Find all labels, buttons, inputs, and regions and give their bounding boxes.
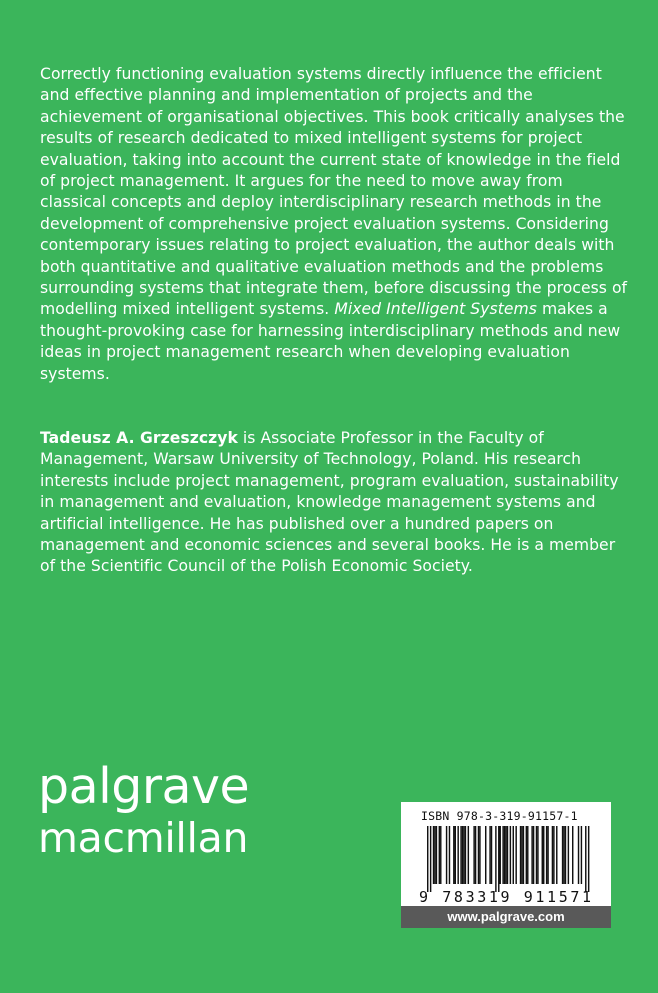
barcode-bar bbox=[546, 826, 547, 884]
barcode-bar bbox=[502, 826, 503, 884]
barcode-bar bbox=[588, 826, 589, 892]
barcode-bar bbox=[507, 826, 508, 884]
barcode-bar bbox=[468, 826, 469, 884]
barcode-bar bbox=[465, 826, 466, 884]
barcode-bar bbox=[515, 826, 516, 884]
barcode-bar bbox=[537, 826, 538, 884]
barcode-bar bbox=[543, 826, 544, 884]
barcode-bar bbox=[457, 826, 458, 884]
barcode-bar bbox=[498, 826, 499, 892]
barcode-bar bbox=[500, 826, 501, 884]
barcode-bar bbox=[520, 826, 521, 884]
barcode-bar bbox=[526, 826, 527, 884]
author-paragraph bbox=[40, 428, 632, 578]
barcode-bar bbox=[531, 826, 532, 884]
barcode-bar bbox=[527, 826, 528, 884]
isbn-label: ISBN 978-3-319-91157-1 bbox=[421, 809, 578, 823]
barcode-bar bbox=[578, 826, 579, 884]
barcode-bar bbox=[430, 826, 431, 892]
logo-macmillan: macmillan bbox=[38, 814, 249, 862]
barcode-bar bbox=[478, 826, 479, 884]
barcode-bar bbox=[449, 826, 450, 884]
barcode-bar bbox=[585, 826, 586, 892]
barcode-bar bbox=[533, 826, 534, 884]
barcode-bar bbox=[439, 826, 440, 884]
barcode-bar bbox=[491, 826, 492, 884]
barcode-bar bbox=[513, 826, 514, 884]
author-bio bbox=[40, 428, 632, 578]
barcode-bar bbox=[489, 826, 490, 884]
barcode-bar bbox=[463, 826, 464, 884]
book-description bbox=[40, 64, 632, 385]
barcode-bar bbox=[523, 826, 524, 884]
description-paragraph bbox=[40, 64, 632, 385]
barcode-bar bbox=[510, 826, 511, 884]
barcode-bar bbox=[433, 826, 434, 884]
barcode-bar bbox=[565, 826, 566, 884]
barcode-bar bbox=[563, 826, 564, 884]
barcode-bar bbox=[521, 826, 522, 884]
barcode-icon bbox=[415, 826, 597, 904]
barcode-bar bbox=[440, 826, 441, 884]
description-text-end: makes a thought-provoking case for harnessing interdisciplinary methods and new ideas in project management research when developing evaluation systems. bbox=[40, 300, 621, 383]
barcode-bar bbox=[572, 826, 573, 884]
barcode-bar bbox=[434, 826, 435, 884]
barcode-bar bbox=[562, 826, 563, 884]
description-text: Correctly functioning evaluation systems directly influence the efficient and effective planning and implementation of projects and the achievement of organisational objectives. This book critically analyses the results of research dedicated to mixed intelligent systems for project evaluation, taking into account the current state of knowledge in the field of project management. It argues for the need to move away from classical concepts and deploy interdisciplinary research methods in the development of comprehensive project evaluation systems. Considering contemporary issues relating to project evaluation, the author deals with both quantitative and qualitative evaluation methods and the problems surrounding systems that integrate them, before discussing the process of modelling mixed intelligent systems. bbox=[40, 65, 628, 319]
barcode-bar bbox=[553, 826, 554, 884]
barcode-bar bbox=[504, 826, 505, 884]
barcode-bar bbox=[446, 826, 447, 884]
book-title-italic: Mixed Intelligent Systems bbox=[334, 300, 537, 319]
barcode-bar bbox=[495, 826, 496, 892]
publisher-logo bbox=[38, 758, 250, 862]
author-bio-text: is Associate Professor in the Faculty of Management, Warsaw University of Technology, Poland. His research interests include project management, program evaluation, sustainability in management and evaluation, knowledge management systems and artificial intelligence. He has published over a hundred papers on management and economic sciences and several books. He is a member of the Scientific Council of the Polish Economic Society. bbox=[40, 429, 619, 576]
barcode-bar bbox=[455, 826, 456, 884]
barcode-bar bbox=[479, 826, 480, 884]
barcode-bar bbox=[453, 826, 454, 884]
barcode-bar bbox=[542, 826, 543, 884]
publisher-url: www.palgrave.com bbox=[401, 906, 611, 928]
barcode-bar bbox=[581, 826, 582, 884]
barcode-bar bbox=[485, 826, 486, 884]
barcode-panel bbox=[401, 802, 611, 928]
barcode-bar bbox=[505, 826, 506, 884]
barcode-bar bbox=[556, 826, 557, 884]
logo-palgrave: palgrave bbox=[38, 758, 250, 815]
barcode-bar bbox=[462, 826, 463, 884]
barcode-bar bbox=[568, 826, 569, 884]
barcode-bar bbox=[547, 826, 548, 884]
barcode-bar bbox=[460, 826, 461, 884]
barcode-bar bbox=[427, 826, 428, 892]
barcode-bar bbox=[552, 826, 553, 884]
barcode-bar bbox=[536, 826, 537, 884]
barcode-bar bbox=[473, 826, 474, 884]
author-name: Tadeusz A. Grzeszczyk bbox=[40, 429, 238, 447]
barcode-digits: 9 783319 911571 bbox=[419, 888, 591, 904]
barcode-bar bbox=[475, 826, 476, 884]
barcode-bar bbox=[436, 826, 437, 884]
